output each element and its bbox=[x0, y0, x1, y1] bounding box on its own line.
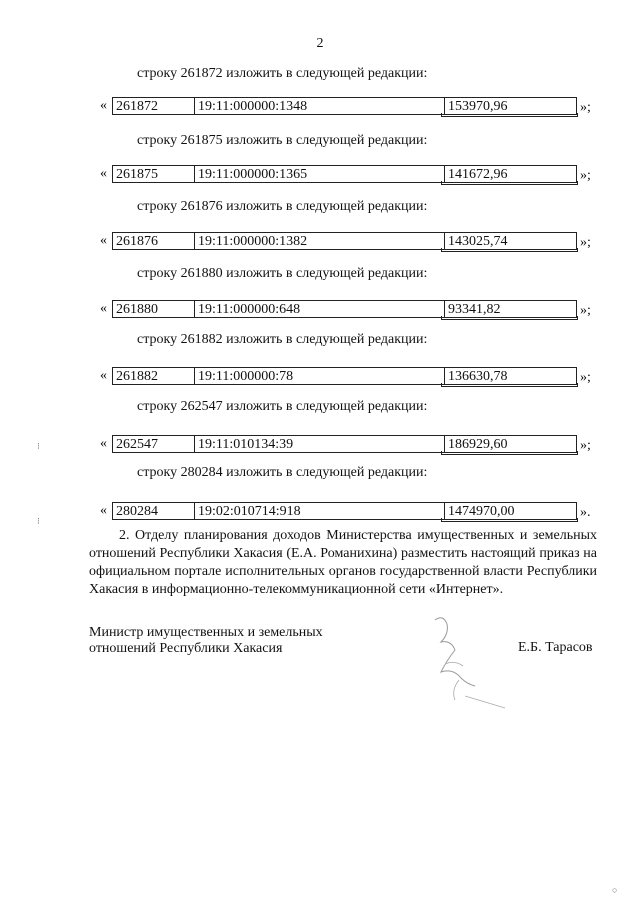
row-intro: строку 261875 изложить в следующей редакции: bbox=[137, 132, 428, 148]
cadastral-number-cell: 19:11:010134:39 bbox=[194, 435, 444, 453]
signer-title-line2: отношений Республики Хакасия bbox=[89, 641, 283, 656]
quote-open: « bbox=[100, 503, 107, 518]
cadastral-number-cell: 19:11:000000:1382 bbox=[194, 232, 444, 250]
quote-open: « bbox=[100, 98, 107, 113]
page-number: 2 bbox=[316, 36, 324, 51]
cadastral-value-cell: 153970,96 bbox=[444, 97, 577, 115]
row-cells bbox=[112, 367, 577, 387]
row-number-cell: 261876 bbox=[112, 232, 194, 250]
cadastral-number-cell: 19:11:000000:648 bbox=[194, 300, 444, 318]
row-intro: строку 261876 изложить в следующей редакции: bbox=[137, 199, 428, 214]
row-cells bbox=[112, 502, 577, 522]
row-cells bbox=[112, 232, 577, 252]
cadastral-number-cell: 19:11:000000:1365 bbox=[194, 165, 444, 183]
row-intro: строку 261880 изложить в следующей редакции: bbox=[137, 265, 428, 281]
cadastral-number-cell: 19:11:000000:78 bbox=[194, 367, 444, 385]
quote-close: »; bbox=[580, 302, 591, 318]
signer-title bbox=[89, 625, 323, 657]
row-cells bbox=[112, 300, 577, 320]
quote-open: « bbox=[100, 300, 107, 316]
cadastral-value-cell: 136630,78 bbox=[444, 367, 577, 385]
cadastral-value-cell: 141672,96 bbox=[444, 165, 577, 183]
row-number-cell: 261880 bbox=[112, 300, 194, 318]
cadastral-value-cell: 93341,82 bbox=[444, 300, 577, 318]
row-intro: строку 262547 изложить в следующей редакции: bbox=[137, 398, 428, 414]
row-number-cell: 261872 bbox=[112, 97, 194, 115]
quote-close: »; bbox=[580, 235, 591, 250]
cadastral-value-cell: 143025,74 bbox=[444, 232, 577, 250]
quote-open: « bbox=[100, 368, 107, 383]
signer-name: Е.Б. Тарасов bbox=[518, 640, 593, 655]
cadastral-value-cell: 186929,60 bbox=[444, 435, 577, 453]
cadastral-number-cell: 19:02:010714:918 bbox=[194, 502, 444, 520]
row-number-cell: 261882 bbox=[112, 367, 194, 385]
signer-title-line1: Министр имущественных и земельных bbox=[89, 625, 323, 640]
quote-open: « bbox=[100, 435, 107, 451]
quote-close: »; bbox=[580, 437, 591, 453]
row-intro: строку 280284 изложить в следующей редакции: bbox=[137, 465, 428, 480]
quote-close: ». bbox=[580, 505, 591, 520]
row-cells bbox=[112, 97, 577, 117]
signature-scribble bbox=[405, 600, 535, 710]
row-cells bbox=[112, 165, 577, 185]
quote-close: »; bbox=[580, 370, 591, 385]
row-number-cell: 262547 bbox=[112, 435, 194, 453]
margin-mark: ○ bbox=[612, 885, 618, 895]
instruction-text: 2. Отделу планирования доходов Министерства имущественных и земельных отношений Республики Хакасия (Е.А. Романихина) разместить настоящий приказ на официальном портале исполнительных органов государственной власти Республики Хакасия в информационно-телекоммуникационной сети «Интернет». bbox=[89, 528, 597, 597]
row-intro: строку 261882 изложить в следующей редакции: bbox=[137, 332, 428, 347]
quote-close: »; bbox=[580, 167, 591, 183]
row-number-cell: 261875 bbox=[112, 165, 194, 183]
row-intro: строку 261872 изложить в следующей редакции: bbox=[137, 66, 428, 81]
quote-close: »; bbox=[580, 100, 591, 115]
instruction-paragraph bbox=[89, 527, 597, 599]
margin-mark: ⁝ bbox=[37, 516, 40, 526]
row-cells bbox=[112, 435, 577, 455]
quote-open: « bbox=[100, 165, 107, 181]
margin-mark: ⁝ bbox=[37, 441, 40, 451]
row-number-cell: 280284 bbox=[112, 502, 194, 520]
cadastral-number-cell: 19:11:000000:1348 bbox=[194, 97, 444, 115]
cadastral-value-cell: 1474970,00 bbox=[444, 502, 577, 520]
quote-open: « bbox=[100, 233, 107, 248]
